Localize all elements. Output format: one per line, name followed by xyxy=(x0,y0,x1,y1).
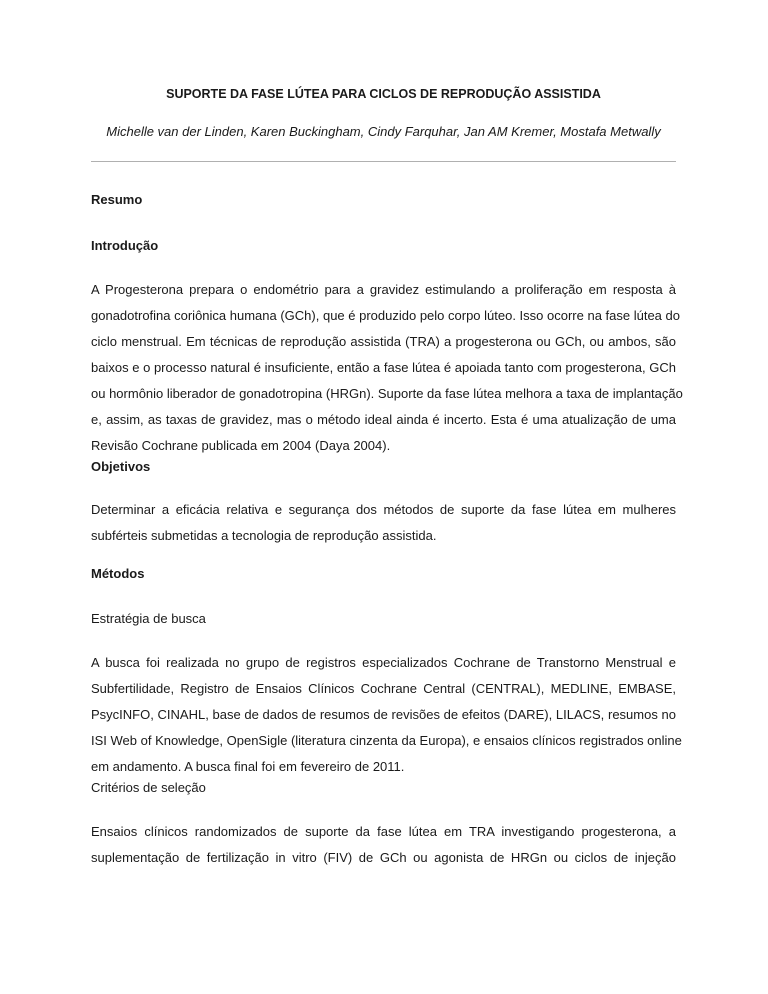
paragraph-line: subférteis submetidas a tecnologia de reprodução assistida. xyxy=(91,528,437,543)
header-divider xyxy=(91,161,676,162)
paragraph-line: A Progesterona prepara o endométrio para a gravidez estimulando a proliferação em resposta à xyxy=(91,282,676,297)
estrategia-subheading: Estratégia de busca xyxy=(91,611,206,626)
paragraph-line: em andamento. A busca final foi em fevereiro de 2011. xyxy=(91,759,405,774)
estrategia-paragraph xyxy=(91,650,682,780)
paragraph-line: A busca foi realizada no grupo de registros especializados Cochrane de Transtorno Menstrual e xyxy=(91,655,676,670)
paragraph-line: Ensaios clínicos randomizados de suporte da fase lútea em TRA investigando progesterona, a xyxy=(91,824,676,839)
resumo-heading: Resumo xyxy=(91,192,143,207)
objetivos-paragraph xyxy=(91,497,676,549)
paragraph-line: Determinar a eficácia relativa e segurança dos métodos de suporte da fase lútea em mulheres xyxy=(91,502,676,517)
document-title: SUPORTE DA FASE LÚTEA PARA CICLOS DE REPRODUÇÃO ASSISTIDA xyxy=(166,87,601,101)
paragraph-line: ou hormônio liberador de gonadotropina (HRGn). Suporte da fase lútea melhora a taxa de implantação xyxy=(91,386,683,401)
criterios-subheading: Critérios de seleção xyxy=(91,780,206,795)
paragraph-line: ciclo menstrual. Em técnicas de reprodução assistida (TRA) a progesterona ou GCh, ou ambos, são xyxy=(91,334,676,349)
author-list: Michelle van der Linden, Karen Buckingham, Cindy Farquhar, Jan AM Kremer, Mostafa Metwally xyxy=(106,124,661,139)
paragraph-line: e, assim, as taxas de gravidez, mas o método ideal ainda é incerto. Esta é uma atualização de uma xyxy=(91,412,676,427)
metodos-heading: Métodos xyxy=(91,566,145,581)
introducao-paragraph xyxy=(91,277,683,459)
introducao-heading: Introdução xyxy=(91,238,159,253)
paragraph-line: baixos e o processo natural é insuficiente, então a fase lútea é apoiada tanto com progesterona, GCh xyxy=(91,360,676,375)
criterios-paragraph xyxy=(91,819,676,871)
paragraph-line: Revisão Cochrane publicada em 2004 (Daya 2004). xyxy=(91,438,391,453)
paragraph-line: gonadotrofina coriônica humana (GCh), que é produzido pelo corpo lúteo. Isso ocorre na fase lútea do xyxy=(91,308,680,323)
objetivos-heading: Objetivos xyxy=(91,459,151,474)
paragraph-line: suplementação de fertilização in vitro (FIV) de GCh ou agonista de HRGn ou ciclos de injeção xyxy=(91,850,676,865)
paragraph-line: PsycINFO, CINAHL, base de dados de resumos de revisões de efeitos (DARE), LILACS, resumos no xyxy=(91,707,676,722)
paragraph-line: ISI Web of Knowledge, OpenSigle (literatura cinzenta da Europa), e ensaios clínicos registrados online xyxy=(91,733,682,748)
paragraph-line: Subfertilidade, Registro de Ensaios Clínicos Cochrane Central (CENTRAL), MEDLINE, EMBASE, xyxy=(91,681,676,696)
